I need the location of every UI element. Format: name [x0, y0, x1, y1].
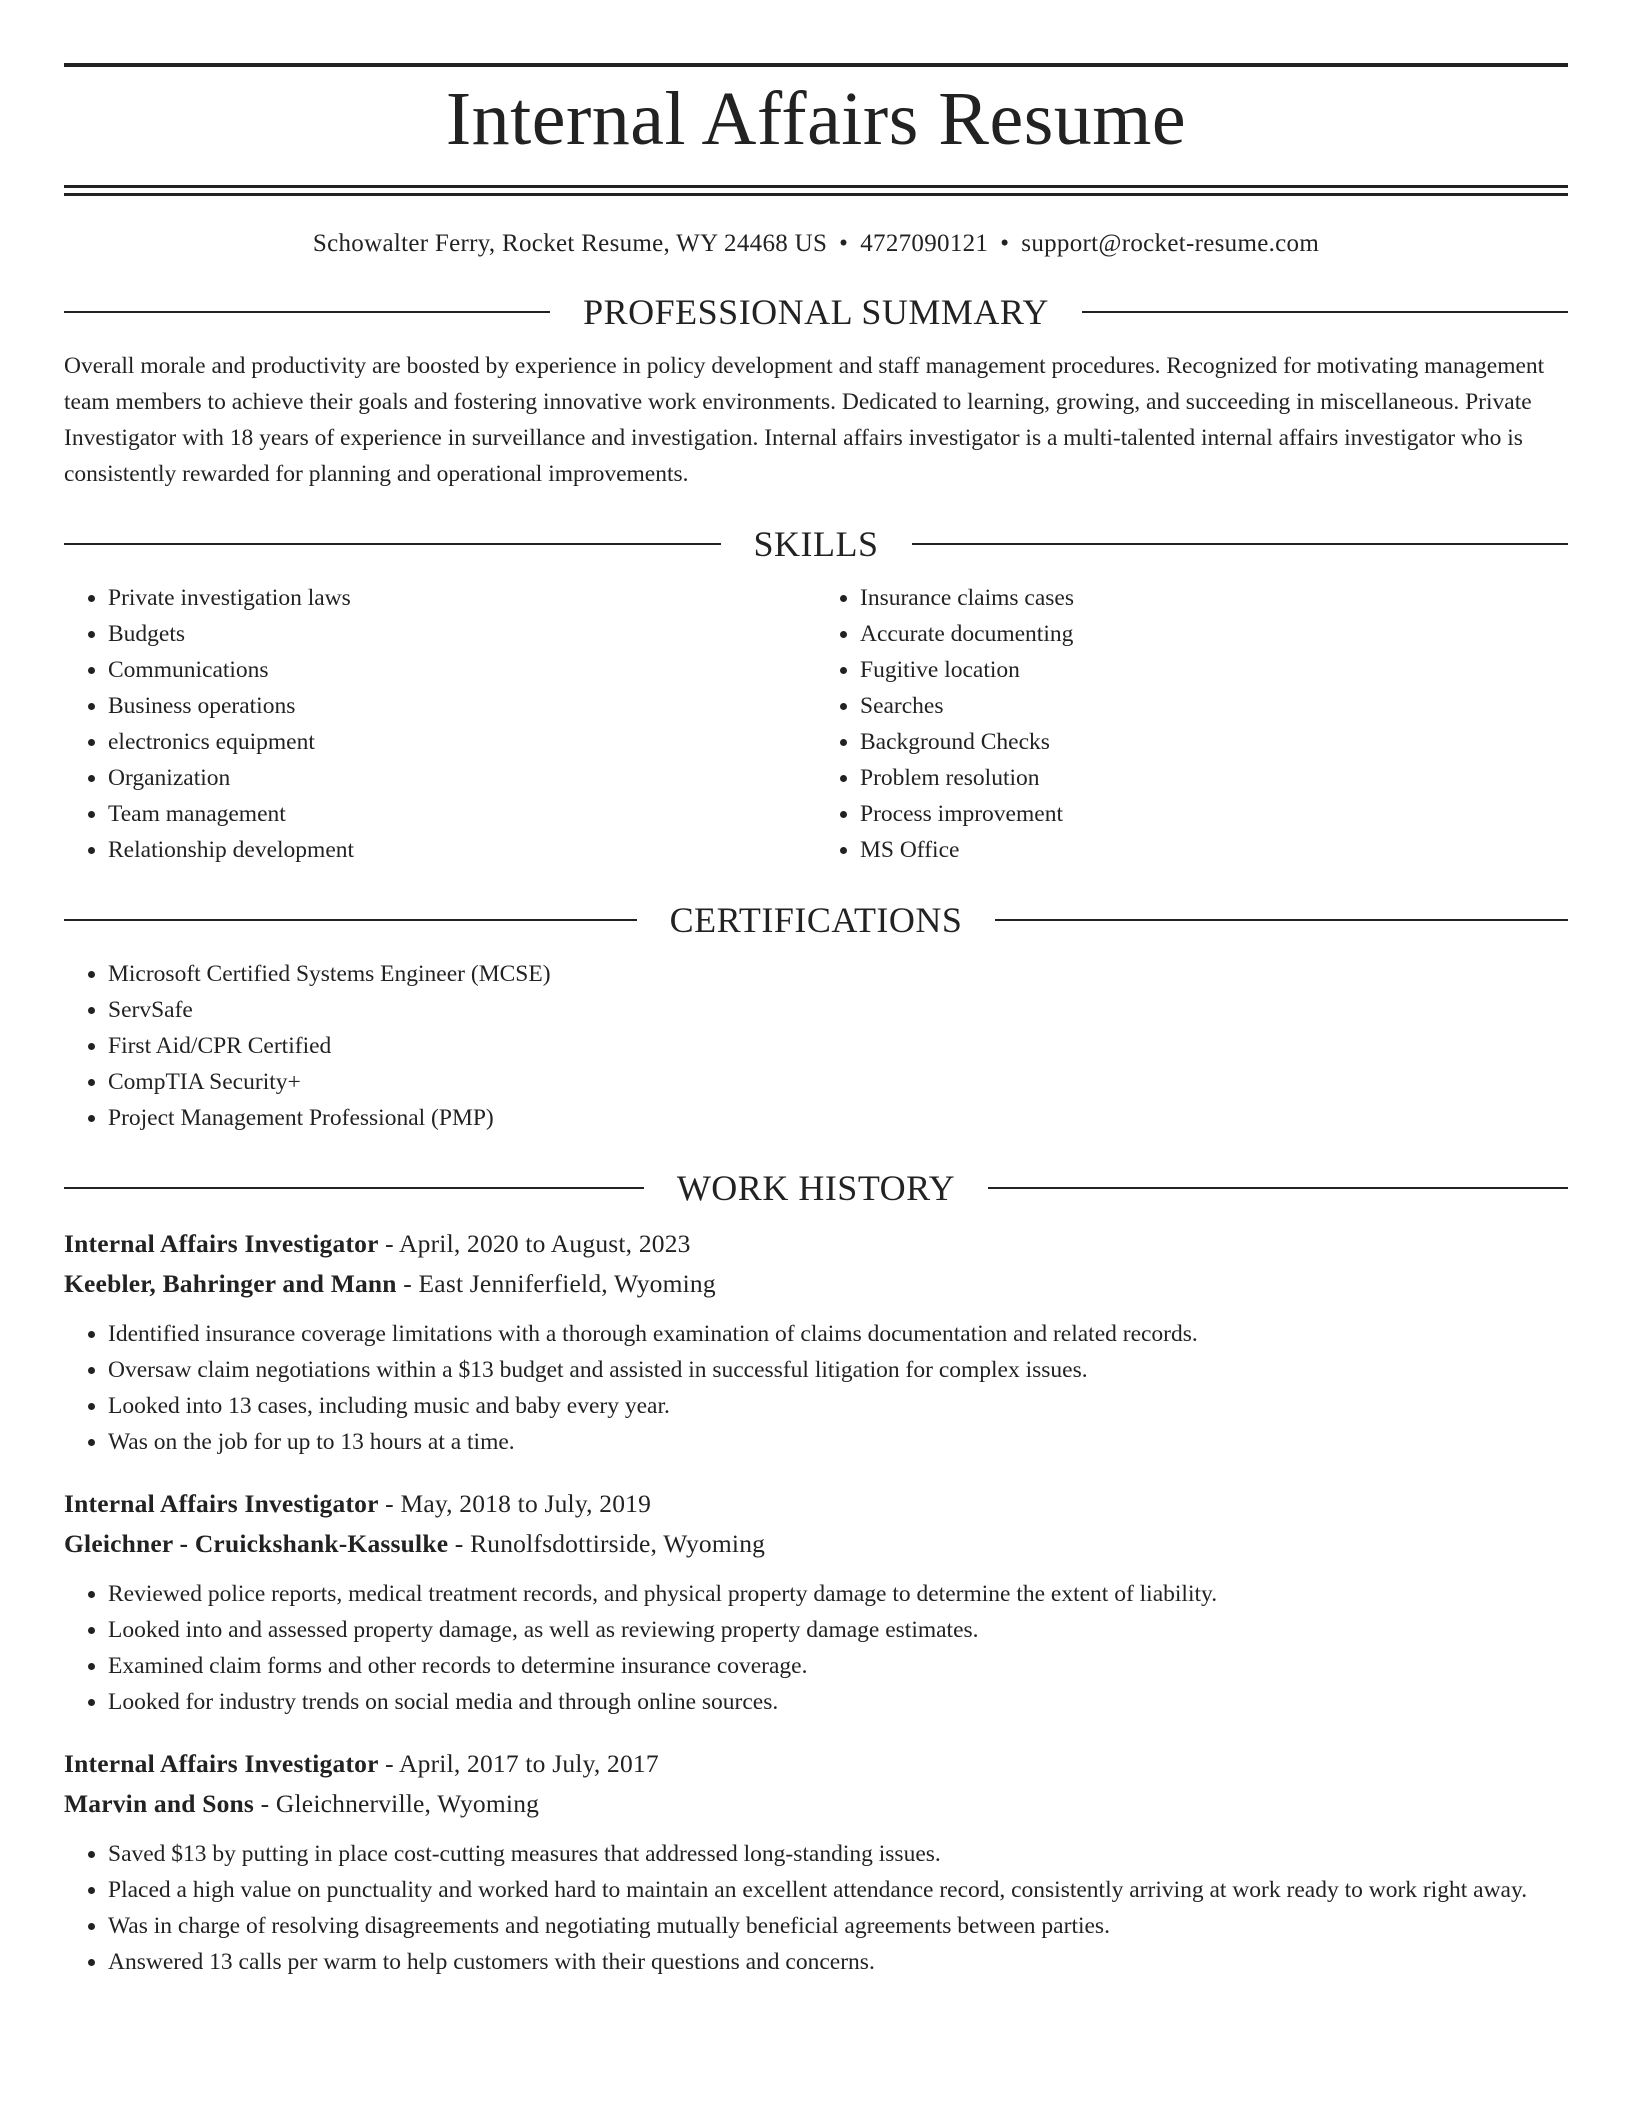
job-company-line: [64, 1524, 1568, 1564]
job-entry: [64, 1484, 1568, 1720]
list-item: • ServSafe: [108, 992, 1568, 1028]
job-title-line: [64, 1224, 1568, 1264]
summary-heading: [64, 290, 1568, 334]
contact-email: support@rocket-resume.com: [1021, 230, 1320, 257]
job-company: Keebler, Bahringer and Mann: [64, 1269, 397, 1298]
heading-rule-left: [64, 543, 721, 545]
job-title-line: [64, 1484, 1568, 1524]
job-dates: - May, 2018 to July, 2019: [378, 1489, 652, 1518]
list-item: • First Aid/CPR Certified: [108, 1028, 1568, 1064]
list-item: • Microsoft Certified Systems Engineer (MCSE): [108, 956, 1568, 992]
skills-list-left: [64, 580, 816, 868]
list-item: • MS Office: [860, 832, 1568, 868]
job-entry: [64, 1224, 1568, 1460]
contact-phone: 4727090121: [860, 230, 989, 257]
job-location: - Runolfsdottirside, Wyoming: [448, 1529, 766, 1558]
heading-rule-right: [1082, 311, 1568, 313]
list-item: • Insurance claims cases: [860, 580, 1568, 616]
job-title: Internal Affairs Investigator: [64, 1749, 379, 1778]
contact-line: [64, 228, 1568, 260]
list-item: • Relationship development: [108, 832, 816, 868]
list-item: • electronics equipment: [108, 724, 816, 760]
summary-heading-label: PROFESSIONAL SUMMARY: [583, 292, 1049, 332]
list-item: • Problem resolution: [860, 760, 1568, 796]
heading-rule-left: [64, 919, 637, 921]
skills-heading-label: SKILLS: [753, 524, 879, 564]
list-item: • Team management: [108, 796, 816, 832]
list-item: • Searches: [860, 688, 1568, 724]
list-item: • Looked into and assessed property damage, as well as reviewing property damage estimates.: [108, 1612, 1568, 1648]
list-item: • Reviewed police reports, medical treatment records, and physical property damage to determine the extent of liability.: [108, 1576, 1568, 1612]
job-bullets: [64, 1316, 1568, 1460]
list-item: • Identified insurance coverage limitations with a thorough examination of claims documentation and related records.: [108, 1316, 1568, 1352]
list-item: • Was in charge of resolving disagreements and negotiating mutually beneficial agreements between parties.: [108, 1908, 1568, 1944]
job-company-line: [64, 1784, 1568, 1824]
job-company: Gleichner - Cruickshank-Kassulke: [64, 1529, 449, 1558]
heading-rule-left: [64, 1187, 644, 1189]
job-bullets: [64, 1576, 1568, 1720]
work-history-heading-label: WORK HISTORY: [676, 1168, 956, 1208]
contact-address: Schowalter Ferry, Rocket Resume, WY 24468 US: [312, 230, 828, 257]
certifications-heading: [64, 898, 1568, 942]
list-item: • Examined claim forms and other records to determine insurance coverage.: [108, 1648, 1568, 1684]
skills-column-right: [816, 580, 1568, 868]
job-company: Marvin and Sons: [64, 1789, 255, 1818]
work-history-heading: [64, 1166, 1568, 1210]
job-location: - Gleichnerville, Wyoming: [254, 1789, 540, 1818]
certifications-list: [64, 956, 1568, 1136]
list-item: • Was on the job for up to 13 hours at a time.: [108, 1424, 1568, 1460]
job-title: Internal Affairs Investigator: [64, 1489, 379, 1518]
list-item: • Organization: [108, 760, 816, 796]
heading-rule-right: [912, 543, 1569, 545]
job-company-line: [64, 1264, 1568, 1304]
heading-rule-right: [995, 919, 1568, 921]
skills-heading: [64, 522, 1568, 566]
heading-rule-right: [988, 1187, 1568, 1189]
title-double-rule: [64, 185, 1568, 196]
job-dates: - April, 2017 to July, 2017: [378, 1749, 659, 1778]
skills-column-left: [64, 580, 816, 868]
contact-separator: •: [839, 230, 849, 257]
list-item: • Communications: [108, 652, 816, 688]
certifications-heading-label: CERTIFICATIONS: [669, 900, 963, 940]
list-item: • Saved $13 by putting in place cost-cutting measures that addressed long-standing issues.: [108, 1836, 1568, 1872]
summary-text: Overall morale and productivity are boosted by experience in policy development and staff management procedures. Recognized for motivating management team members to achieve their goals and fostering innovative work environments. Dedicated to learning, growing, and succeeding in miscellaneous. Private Investigator with 18 years of experience in surveillance and investigation. Internal affairs investigator is a multi-talented internal affairs investigator who is consistently rewarded for planning and operational improvements.: [64, 353, 1545, 487]
job-entry: [64, 1744, 1568, 1980]
list-item: • Accurate documenting: [860, 616, 1568, 652]
contact-separator: •: [1000, 230, 1010, 257]
list-item: • Business operations: [108, 688, 816, 724]
skills-columns: [64, 580, 1568, 868]
job-location: - East Jenniferfield, Wyoming: [396, 1269, 716, 1298]
heading-rule-left: [64, 311, 550, 313]
list-item: • Looked for industry trends on social media and through online sources.: [108, 1684, 1568, 1720]
job-title: Internal Affairs Investigator: [64, 1229, 379, 1258]
job-bullets: [64, 1836, 1568, 1980]
list-item: • Placed a high value on punctuality and worked hard to maintain an excellent attendance record, consistently arriving at work ready to work right away.: [108, 1872, 1568, 1908]
list-item: • Private investigation laws: [108, 580, 816, 616]
job-dates: - April, 2020 to August, 2023: [378, 1229, 691, 1258]
list-item: • Answered 13 calls per warm to help customers with their questions and concerns.: [108, 1944, 1568, 1980]
list-item: • Fugitive location: [860, 652, 1568, 688]
list-item: • Oversaw claim negotiations within a $13 budget and assisted in successful litigation for complex issues.: [108, 1352, 1568, 1388]
list-item: • Background Checks: [860, 724, 1568, 760]
job-title-line: [64, 1744, 1568, 1784]
list-item: • Budgets: [108, 616, 816, 652]
skills-list-right: [816, 580, 1568, 868]
work-history-list: [64, 1224, 1568, 1980]
list-item: • CompTIA Security+: [108, 1064, 1568, 1100]
resume-title: Internal Affairs Resume: [445, 77, 1187, 161]
list-item: • Process improvement: [860, 796, 1568, 832]
list-item: • Project Management Professional (PMP): [108, 1100, 1568, 1136]
list-item: • Looked into 13 cases, including music and baby every year.: [108, 1388, 1568, 1424]
